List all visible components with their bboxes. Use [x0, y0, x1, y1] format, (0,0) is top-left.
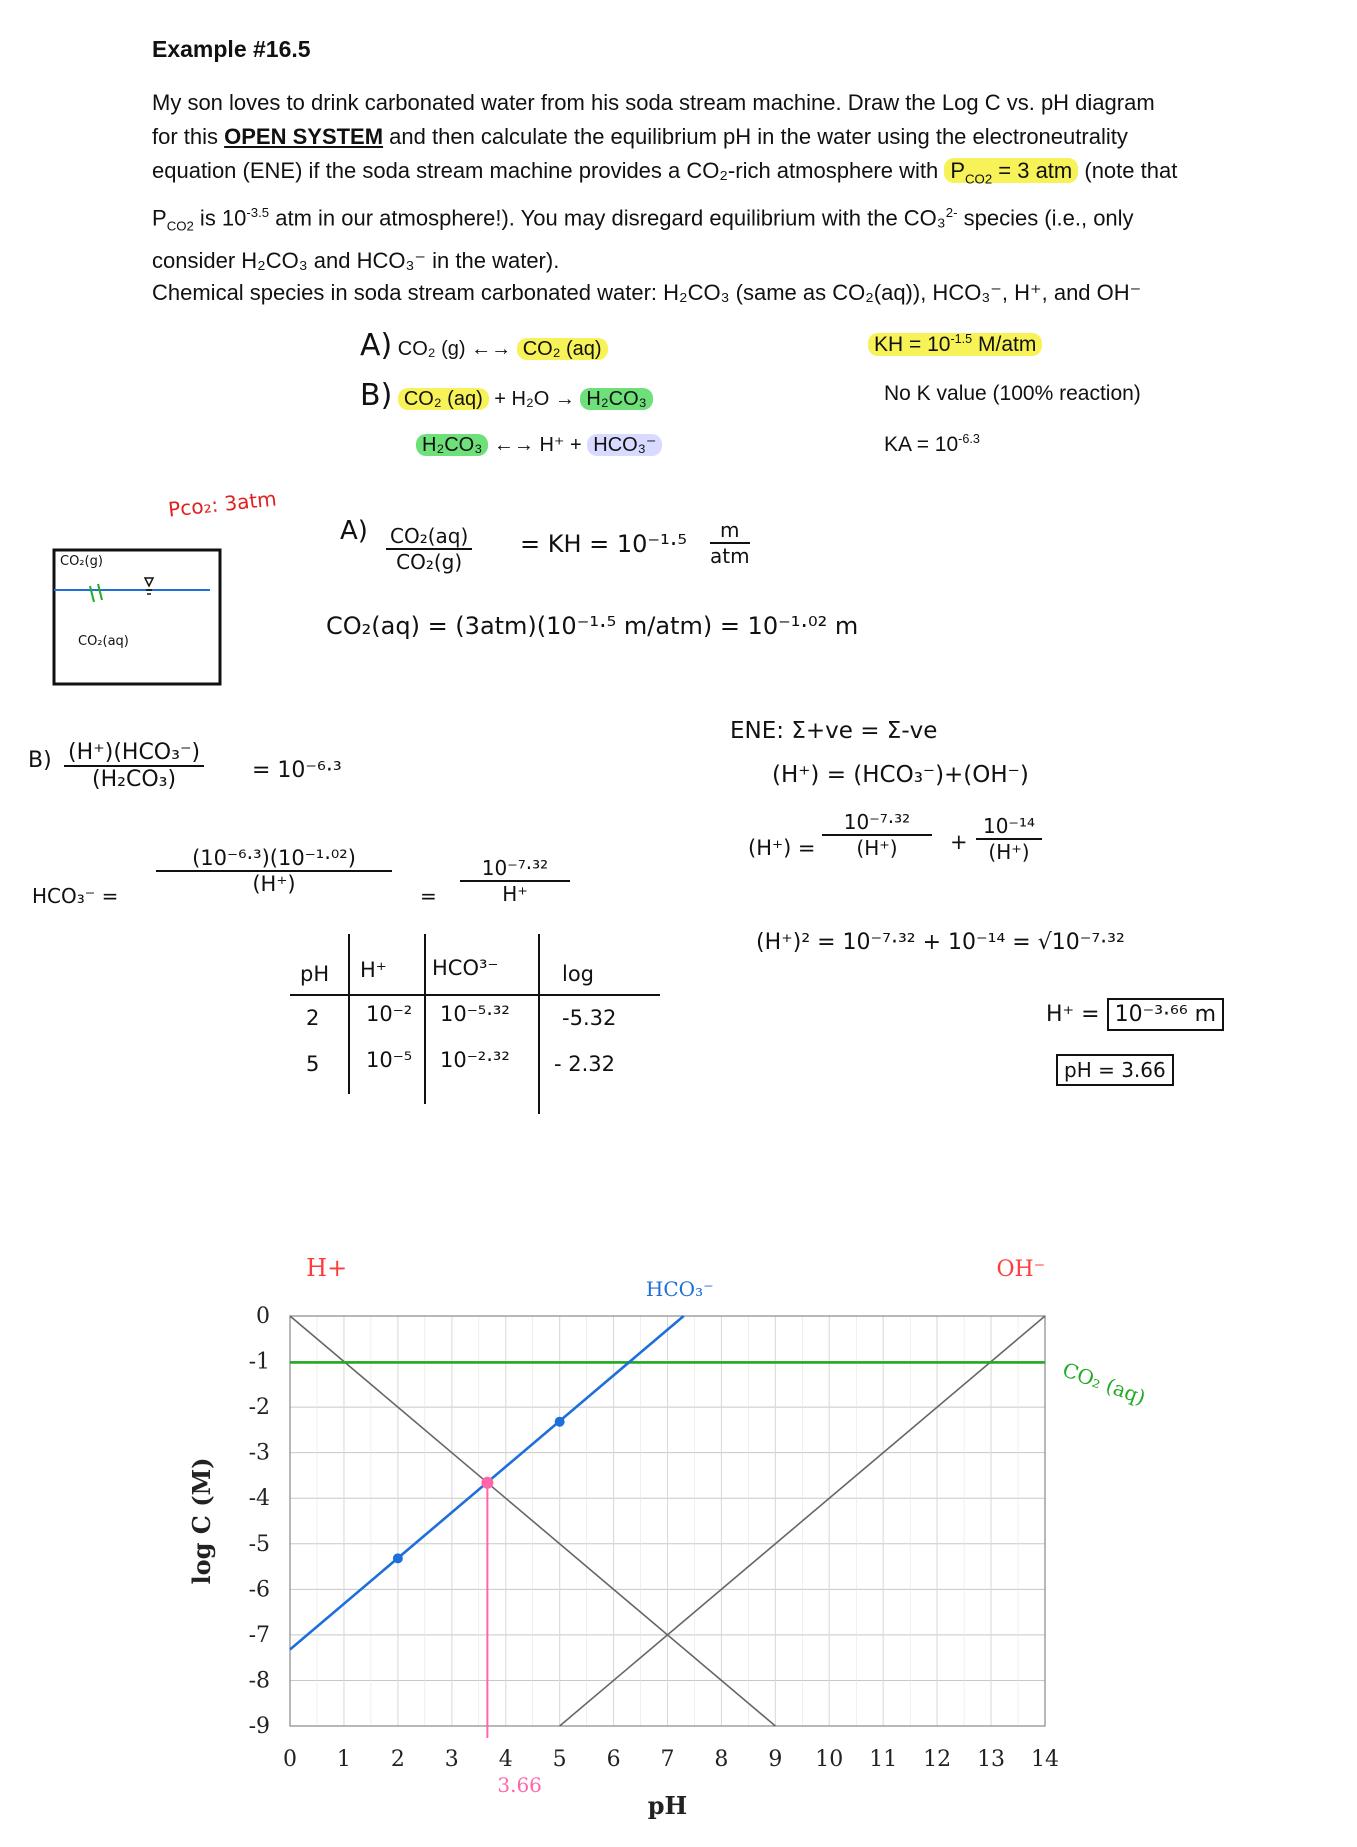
x-tick-label: 1: [336, 1747, 351, 1772]
species-line: Chemical species in soda stream carbonated water: H₂CO₃ (same as CO₂(aq)), HCO₃⁻, H⁺, and OH⁻: [152, 280, 1142, 305]
x-tick-label: 7: [660, 1747, 675, 1772]
hw-a-rhs: = KH = 10⁻¹·⁵: [520, 530, 687, 558]
problem-line-1: My son loves to drink carbonated water from his soda stream machine. Draw the Log C vs. pH diagram: [152, 90, 1155, 115]
ka-value: KA = $10^{-6.3}$: [884, 432, 980, 456]
h-result-box: 10⁻³·⁶⁶ m: [1107, 998, 1224, 1031]
x-tick-label: 4: [498, 1747, 513, 1772]
problem-line-4: $P_{CO2}$ is $10^{-3.5}$ atm in our atmosphere!). You may disregard equilibrium with the CO₃$^{2-}$ species (i.e., only: [152, 205, 1134, 235]
y-axis-label: log C (M): [187, 1457, 216, 1585]
reaction-c: H₂CO₃ ←→ H⁺ + HCO₃⁻: [416, 432, 662, 457]
pco2-note: Pco₂: 3atm: [167, 486, 278, 522]
table-cell: -5.32: [562, 1006, 617, 1030]
beaker-gas-label: CO₂(g): [60, 554, 103, 569]
x-tick-label: 14: [1031, 1747, 1059, 1772]
x-tick-label: 3: [444, 1747, 459, 1772]
ph-result-box: pH = 3.66: [1056, 1054, 1174, 1086]
hw-hco3-fraction2: $\frac{\text{10⁻⁷·³²}}{H^+}$: [460, 856, 570, 906]
hw-table: [290, 934, 670, 1114]
data-point: [481, 1477, 493, 1489]
x-tick-label: 9: [768, 1747, 783, 1772]
log-c-ph-chart: [180, 1240, 1357, 1820]
no-k-value: No K value (100% reaction): [884, 382, 1141, 405]
ene-line-3-frac1: $\frac{\text{10⁻⁷·³²}}{(H^+)}$: [822, 810, 932, 860]
x-axis-label: pH: [647, 1791, 688, 1820]
y-tick-label: 0: [256, 1304, 270, 1329]
reaction-a: A) CO₂ (g) ←→ CO₂ (aq): [360, 328, 608, 363]
x-tick-label: 11: [869, 1747, 898, 1772]
y-tick-label: -3: [248, 1440, 270, 1466]
example-title: Example #16.5: [152, 36, 311, 62]
series-label-oh: OH⁻: [996, 1257, 1046, 1282]
table-cell: 10⁻²·³²: [440, 1048, 510, 1072]
x-tick-label: 13: [977, 1747, 1006, 1772]
ene-line-6: [1056, 1058, 1174, 1082]
y-tick-label: -7: [248, 1622, 270, 1648]
hw-a-line2: CO₂(aq) = (3atm)(10⁻¹·⁵ m/atm) = 10⁻¹·⁰² m: [326, 612, 859, 640]
open-system-emphasis: OPEN SYSTEM: [224, 124, 384, 149]
co2-aq-highlight: CO₂ (aq): [517, 338, 608, 360]
hw-a-unit: m atm: [710, 518, 750, 568]
ene-line-3-lhs: (H⁺) =: [748, 836, 816, 860]
table-cell: 10⁻²: [366, 1002, 413, 1026]
y-tick-label: -1: [248, 1349, 270, 1375]
problem-line-5: consider H₂CO₃ and HCO₃⁻ in the water).: [152, 248, 560, 274]
problem-line-2: for this OPEN SYSTEM and then calculate the equilibrium pH in the water using the electroneutrality: [152, 124, 1128, 149]
series-label-h: H+: [306, 1254, 348, 1282]
pco2-highlight: $P_{CO2} = 3$ atm: [944, 158, 1078, 183]
ene-line-4: (H⁺)² = 10⁻⁷·³² + 10⁻¹⁴ = √10⁻⁷·³²: [756, 930, 1125, 955]
y-tick-label: -8: [248, 1668, 270, 1694]
ene-line-5: H⁺ = 10⁻³·⁶⁶ m: [1046, 1002, 1224, 1027]
kh-value: KH = $10^{-1.5}$ M/atm: [868, 332, 1042, 357]
table-header-hco3: HCO³⁻: [432, 956, 499, 980]
table-cell: - 2.32: [554, 1052, 616, 1076]
annotation-label: 3.66: [497, 1773, 542, 1797]
x-tick-label: 8: [714, 1747, 729, 1772]
data-point: [393, 1553, 403, 1563]
series-label-hco3: HCO₃⁻: [645, 1277, 714, 1301]
hw-hco3-lhs: HCO₃⁻ =: [32, 884, 119, 908]
x-tick-label: 6: [606, 1747, 621, 1772]
x-tick-label: 0: [283, 1747, 297, 1772]
table-cell: 10⁻⁵: [366, 1048, 413, 1072]
hw-b-rhs: = 10⁻⁶·³: [252, 758, 342, 783]
x-tick-label: 10: [815, 1747, 844, 1772]
x-tick-label: 12: [923, 1747, 952, 1772]
y-tick-label: -4: [248, 1486, 270, 1512]
ene-line-1: ENE: Σ+ve = Σ-ve: [730, 718, 938, 744]
hw-hco3-fraction: $\frac{\text{(10⁻⁶·³)(10⁻¹·⁰²)}}{(H^+)}$: [156, 846, 392, 896]
y-tick-label: -9: [248, 1714, 270, 1739]
problem-line-3: equation (ENE) if the soda stream machine provides a CO₂-rich atmosphere with $P_{CO2} = 3$ atm (note that: [152, 158, 1178, 187]
hw-b-label: B): [28, 748, 52, 773]
hw-a-label: A): [340, 516, 368, 546]
x-tick-label: 5: [552, 1747, 567, 1772]
table-cell: 10⁻⁵·³²: [440, 1002, 510, 1026]
series-label-co2: CO₂ (aq): [1059, 1357, 1149, 1410]
y-tick-label: -5: [248, 1531, 270, 1557]
problem-statement: [152, 86, 1342, 278]
y-tick-label: -6: [248, 1577, 270, 1603]
table-row: 5: [306, 1052, 320, 1076]
ene-line-2: (H⁺) = (HCO₃⁻)+(OH⁻): [772, 762, 1029, 788]
table-header-ph: pH: [300, 962, 330, 986]
x-tick-label: 2: [390, 1747, 405, 1772]
table-header-h: H⁺: [360, 958, 387, 982]
reaction-b: B) CO₂ (aq) + H₂O → H₂CO₃: [360, 378, 653, 413]
hw-b-fraction: (H⁺)(HCO₃⁻) (H₂CO₃): [64, 740, 204, 792]
y-tick-label: -2: [248, 1395, 270, 1421]
data-point: [555, 1417, 565, 1427]
hw-a-fraction: $\frac{\text{CO₂(aq)}}{\text{CO₂(g)}}$: [386, 524, 472, 574]
table-row: 2: [306, 1006, 320, 1030]
table-header-log: log: [562, 962, 595, 986]
ene-line-3-frac2: $\frac{\text{10⁻¹⁴}}{(H^+)}$: [976, 814, 1042, 864]
ene-line-3-plus: +: [950, 830, 968, 854]
hw-hco3-eq: =: [420, 884, 437, 908]
beaker-aq-label: CO₂(aq): [78, 634, 129, 649]
